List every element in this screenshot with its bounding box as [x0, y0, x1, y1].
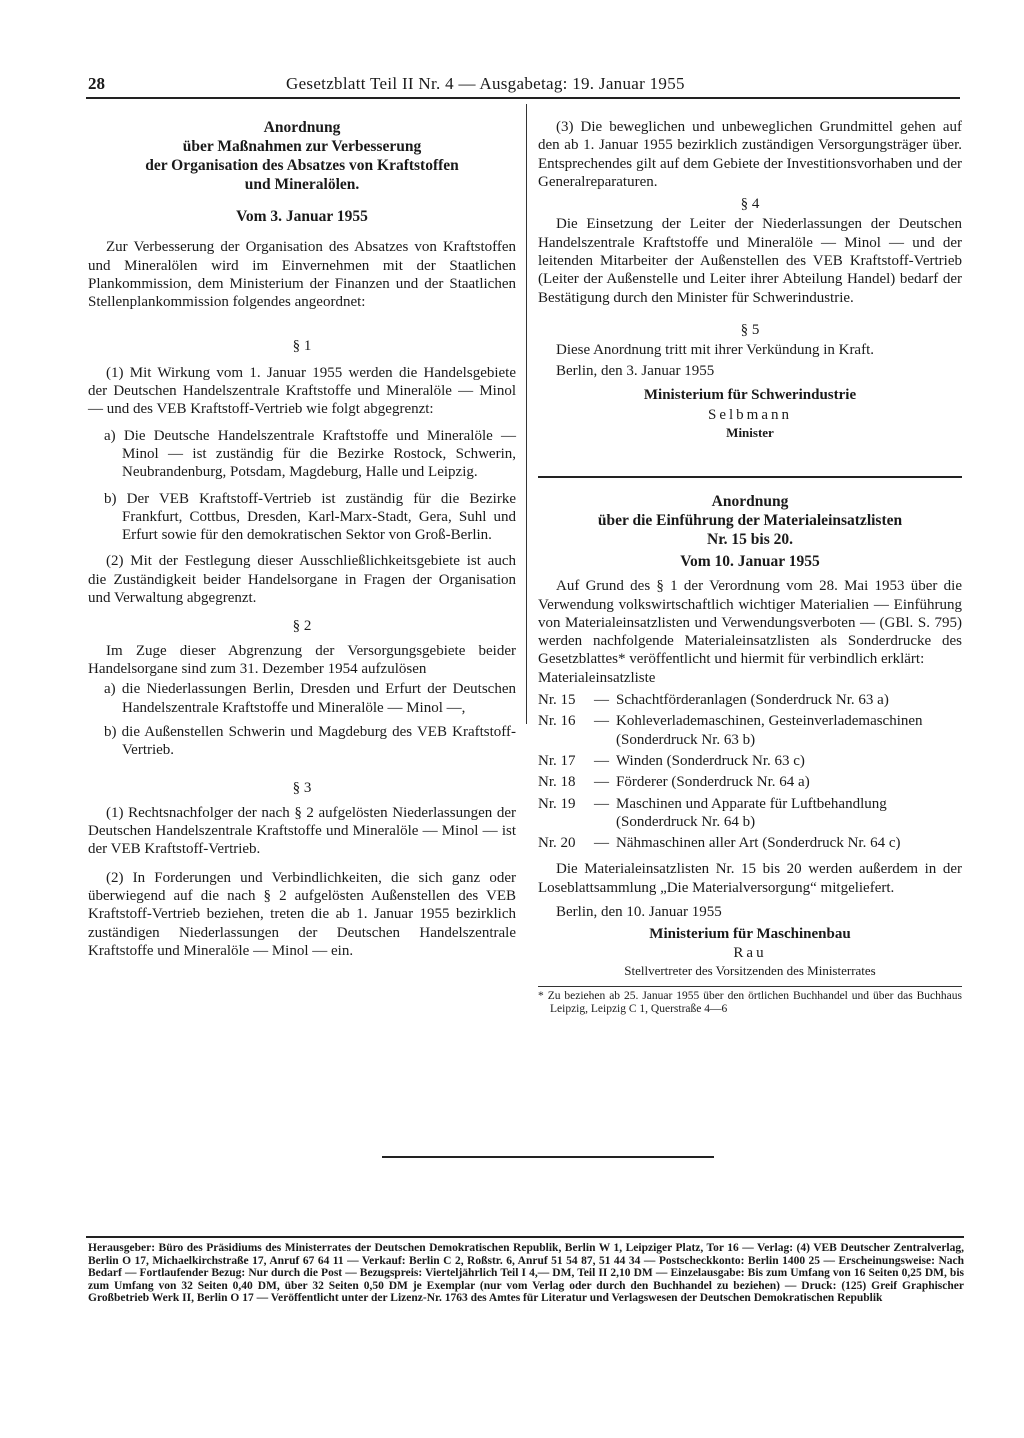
decree-date-2: Vom 10. Januar 1955	[680, 553, 820, 570]
list-item-nr: Nr. 19	[538, 795, 576, 812]
list-item-nr: Nr. 16	[538, 713, 576, 730]
section-2-item-b: b) die Außenstellen Schwerin und Magdeburg des VEB Kraftstoff-Vertrieb.	[104, 723, 516, 759]
heading-line: über Maßnahmen zur Verbesserung	[182, 138, 422, 155]
outro-paragraph: Die Materialeinsatzlisten Nr. 15 bis 20 werden außerdem in der Loseblattsammlung „Die Materialversorgung“ mitgeliefert.	[538, 861, 962, 896]
imprint: Herausgeber: Büro des Präsidiums des Ministerrates der Deutschen Demokratischen Republik, Berlin W 1, Leipziger Platz, Tor 16 — Verlag: (4) VEB Deutscher Zentralverlag, Berlin O 17, Michaelkirchstraße 17, Anruf 67 64 11 — Verkauf: Berlin C 2, Roßstr. 6, Anruf 51 54 87, 51 44 34 — Postscheckkonto: Berlin 1400 25 — Erscheinungsweise: Nach Bedarf — Fortlaufender Bezug: Nur durch die Post — Bezugspreis: Vierteljährlich Teil I 4,— DM, Teil II 2,10 DM — Einzelausgabe: Bis zum Umfang von 16 Seiten 0,25 DM, bis zum Umfang von 32 Seiten 0,40 DM, über 32 Seiten 0,50 DM je Exemplar (nur vom Verlag oder durch den Buchhandel zu beziehen) — Druck: (125) Greif Graphischer Großbetrieb Werk II, Berlin O 17 — Veröffentlicht unter der Lizenz-Nr. 1763 des Amtes für Literatur und Verlagswesen der Deutschen Demokratischen Republik	[88, 1242, 964, 1305]
section-3-heading: § 3	[292, 780, 312, 797]
list-item-nr: Nr. 20	[538, 835, 576, 852]
end-rule	[382, 1156, 714, 1158]
heading-line: der Organisation des Absatzes von Kraftstoffen	[145, 157, 459, 174]
ministry-1: Ministerium für Schwerindustrie	[643, 386, 857, 403]
running-header: Gesetzblatt Teil II Nr. 4 — Ausgabetag: 19. Januar 1955	[286, 74, 685, 93]
section-1-item-a: a) Die Deutsche Handelszentrale Kraftstoffe und Mineralöle — Minol — ist zuständig für die Bezirke Rostock, Schwerin, Neubrandenburg, Potsdam, Magdeburg, Halle und Leipzig.	[104, 427, 516, 481]
header-rule	[86, 97, 960, 99]
section-1-para-1: (1) Mit Wirkung vom 1. Januar 1955 werden die Handelsgebiete der Deutschen Handelszentrale Kraftstoffe und Mineralöle — Minol — und des VEB Kraftstoff-Vertrieb wie folgt abgegrenzt:	[88, 364, 516, 418]
section-1-item-b: b) Der VEB Kraftstoff-Vertrieb ist zuständig für die Bezirke Frankfurt, Cottbus, Dresden, Karl-Marx-Stadt, Gera, Suhl und Erfurt sowie für den demokratischen Sektor von Groß-Berlin.	[104, 490, 516, 544]
footnote: * Zu beziehen ab 25. Januar 1955 über den örtlichen Buchhandel und über das Buchhaus Leipzig, Leipzig C 1, Querstraße 4—6	[538, 990, 962, 1015]
heading-line: Nr. 15 bis 20.	[707, 531, 793, 548]
list-item-text: Maschinen und Apparate für Luftbehandlung (Sonderdruck Nr. 64 b)	[616, 795, 887, 830]
list-item: Nr. 16 — Kohleverlademaschinen, Gesteinverlademaschinen (Sonderdruck Nr. 63 b)	[538, 712, 962, 749]
section-3-para-2: (2) In Forderungen und Verbindlichkeiten, die sich ganz oder überwiegend auf die nach § 2 aufgelösten Außenstellen des VEB Kraftstoff-Vertrieb beziehen, treten die ab 1. Januar 1955 bezirklich zuständigen Niederlassungen der Deutschen Handelszentrale Kraftstoffe und Mineralöle — Minol — ein.	[88, 869, 516, 959]
section-4-heading: § 4	[740, 196, 760, 213]
right-column-upper	[538, 118, 962, 443]
list-item-nr: Nr. 17	[538, 752, 576, 769]
imprint-rule	[86, 1236, 964, 1238]
heading-line: und Mineralölen.	[244, 176, 360, 193]
list-item-nr: Nr. 15	[538, 692, 576, 709]
section-5-heading: § 5	[740, 321, 760, 338]
intro-paragraph-2: Auf Grund des § 1 der Verordnung vom 28. Mai 1953 über die Verwendung volkswirtschaftlich wichtiger Materialien — Einführung von Materialeinsatzlisten und Verwendungsverboten — (GBl. S. 795) werden nachfolgende Materialeinsatzlisten als Sonderdrucke des Gesetzblattes* veröffentlicht und hiermit für verbindlich erklärt:	[538, 578, 962, 668]
signer-1: Selbmann	[708, 407, 792, 424]
place-date-1: Berlin, den 3. Januar 1955	[556, 362, 715, 379]
list-item-text: Förderer (Sonderdruck Nr. 64 a)	[616, 774, 810, 791]
list-item: Nr. 15 — Schachtförderanlagen (Sonderdruck Nr. 63 a)	[538, 691, 962, 709]
section-1-heading: § 1	[292, 338, 312, 355]
section-2-heading: § 2	[292, 618, 312, 635]
footnote-rule	[538, 986, 962, 987]
section-2-item-a: a) die Niederlassungen Berlin, Dresden und Erfurt der Deutschen Handelszentrale Kraftstoffe und Mineralöle — Minol —,	[104, 681, 516, 716]
section-5-para: Diese Anordnung tritt mit ihrer Verkündung in Kraft.	[556, 342, 875, 359]
signer-2-title: Stellvertreter des Vorsitzenden des Ministerrates	[624, 962, 876, 978]
heading-line: Anordnung	[711, 493, 789, 510]
intro-paragraph: Zur Verbesserung der Organisation des Absatzes von Kraftstoffen und Mineralölen wird im Einvernehmen mit der Staatlichen Plankommission, dem Ministerium der Finanzen und der Staatlichen Stellenplankommission folgendes angeordnet:	[88, 239, 516, 311]
list-item-text: Winden (Sonderdruck Nr. 63 c)	[616, 752, 805, 769]
decree-date-1: Vom 3. Januar 1955	[236, 208, 368, 225]
decree-heading-1	[88, 118, 516, 194]
signer-2: Rau	[733, 944, 767, 961]
heading-line: über die Einführung der Materialeinsatzlisten	[597, 512, 903, 529]
signer-1-title: Minister	[726, 425, 774, 441]
list-item: Nr. 18 — Förderer (Sonderdruck Nr. 64 a)	[538, 773, 962, 791]
section-3-para-1: (1) Rechtsnachfolger der nach § 2 aufgelösten Niederlassungen der Deutschen Handelszentrale Kraftstoffe und Mineralöle — Minol — ist der VEB Kraftstoff-Vertrieb.	[88, 804, 516, 858]
list-item-nr: Nr. 18	[538, 774, 576, 791]
section-3-para-3: (3) Die beweglichen und unbeweglichen Grundmittel gehen auf den ab 1. Januar 1955 bezirklich zuständigen Versorgungsträger über. Entsprechendes gilt auf dem Gebiete der Investitionsvorhaben und der Generalreparaturen.	[538, 119, 962, 190]
section-1-para-2: (2) Mit der Festlegung dieser Ausschließlichkeitsgebiete ist auch die Zuständigkeit beider Handelsorgane in Fragen der Organisation und Verwaltung abgegrenzt.	[88, 553, 516, 607]
right-column-lower	[538, 492, 962, 1015]
heading-line: Anordnung	[263, 119, 341, 136]
material-list	[538, 691, 962, 852]
list-item-text: Kohleverlademaschinen, Gesteinverlademaschinen (Sonderdruck Nr. 63 b)	[616, 713, 923, 748]
list-item: Nr. 20 — Nähmaschinen aller Art (Sonderdruck Nr. 64 c)	[538, 834, 962, 852]
decree-separator	[538, 476, 962, 478]
place-date-2: Berlin, den 10. Januar 1955	[556, 904, 722, 921]
page-number: 28	[88, 74, 105, 93]
column-divider	[526, 104, 527, 724]
ministry-2: Ministerium für Maschinenbau	[649, 926, 851, 943]
section-4-para: Die Einsetzung der Leiter der Niederlassungen der Deutschen Handelszentrale Kraftstoffe und Mineralöle — Minol — und der leitenden Mitarbeiter der Außenstellen des VEB Kraftstoff-Vertrieb (Leiter der Außenstelle und Leiter ihrer Abteilung Handel) bedarf der Bestätigung durch den Minister für Schwerindustrie.	[538, 216, 962, 306]
list-item-text: Schachtförderanlagen (Sonderdruck Nr. 63 a)	[616, 692, 889, 709]
list-item: Nr. 17 — Winden (Sonderdruck Nr. 63 c)	[538, 752, 962, 770]
list-item: Nr. 19 — Maschinen und Apparate für Luftbehandlung (Sonderdruck Nr. 64 b)	[538, 795, 962, 832]
decree-heading-2	[538, 492, 962, 549]
list-label: Materialeinsatzliste	[538, 669, 656, 686]
list-item-text: Nähmaschinen aller Art (Sonderdruck Nr. 64 c)	[616, 835, 901, 852]
section-2-para: Im Zuge dieser Abgrenzung der Versorgungsgebiete beider Handelsorgane sind zum 31. Dezember 1954 aufzulösen	[88, 642, 516, 677]
left-column	[88, 118, 516, 960]
